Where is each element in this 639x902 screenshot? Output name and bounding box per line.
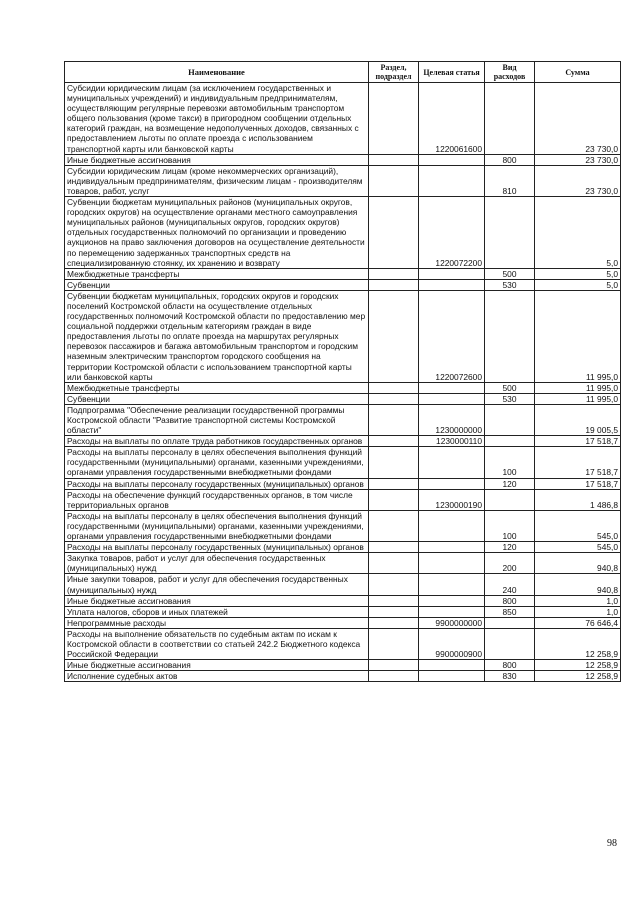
- table-row: [65, 478, 621, 489]
- table-row: [65, 197, 621, 269]
- cell-name: Расходы на обеспечение функций государственных органов, в том числе территориальных органов: [65, 489, 369, 510]
- cell-expense-type: 100: [485, 510, 535, 541]
- cell-target: 1220072200: [419, 197, 485, 269]
- cell-name: Непрограммные расходы: [65, 617, 369, 628]
- cell-target: [419, 606, 485, 617]
- table-row: [65, 489, 621, 510]
- cell-target: [419, 660, 485, 671]
- cell-section: [369, 393, 419, 404]
- cell-target: 1220072600: [419, 290, 485, 382]
- cell-target: 9900000000: [419, 617, 485, 628]
- page-number: 98: [607, 838, 617, 849]
- cell-expense-type: 120: [485, 542, 535, 553]
- cell-expense-type: [485, 628, 535, 659]
- table-body: [65, 83, 621, 682]
- cell-section: [369, 595, 419, 606]
- cell-target: 1220061600: [419, 83, 485, 155]
- cell-target: [419, 268, 485, 279]
- cell-expense-type: 500: [485, 382, 535, 393]
- cell-name: Иные бюджетные ассигнования: [65, 660, 369, 671]
- cell-section: [369, 617, 419, 628]
- cell-name: Межбюджетные трансферты: [65, 268, 369, 279]
- cell-section: [369, 489, 419, 510]
- table-row: [65, 290, 621, 382]
- cell-amount: 5,0: [535, 197, 621, 269]
- cell-target: [419, 165, 485, 196]
- table-row: [65, 436, 621, 447]
- cell-section: [369, 382, 419, 393]
- cell-name: Иные закупки товаров, работ и услуг для обеспечения государственных (муниципальных) нужд: [65, 574, 369, 595]
- cell-expense-type: [485, 404, 535, 435]
- table-row: [65, 154, 621, 165]
- cell-section: [369, 279, 419, 290]
- cell-name: Субвенции бюджетам муниципальных, городских округов и городских поселений Костромской области на осуществление отдельных государственных полномочий Костромской области по предоставлению мер социальной поддержки отдельным категориям граждан в виде предоставления льготы по оплате проезда на маршрутах регулярных перевозок пассажиров и багажа автомобильным транспортом и городским наземным электрическим транспортом городского сообщения на территории Костромской области с использованием транспортной карты или банковской карты: [65, 290, 369, 382]
- cell-name: Субвенции: [65, 279, 369, 290]
- cell-name: Субсидии юридическим лицам (кроме некоммерческих организаций), индивидуальным предпринимателям, физическим лицам - производителям товаров, работ, услуг: [65, 165, 369, 196]
- cell-name: Подпрограмма "Обеспечение реализации государственной программы Костромской области "Развитие транспортной системы Костромской области": [65, 404, 369, 435]
- cell-name: Уплата налогов, сборов и иных платежей: [65, 606, 369, 617]
- budget-table: [64, 61, 621, 682]
- cell-amount: 1,0: [535, 595, 621, 606]
- cell-section: [369, 404, 419, 435]
- cell-section: [369, 290, 419, 382]
- cell-name: Субсидии юридическим лицам (за исключением государственных и муниципальных учреждений) и индивидуальным предпринимателям, осуществляющим регулярные перевозки автомобильным транспортом общего пользования (кроме такси) в пригородном сообщении отдельных категорий граждан, на возмещение недополученных доходов, связанных с предоставлением льготы по оплате проезда с использованием транспортной карты или банковской карты: [65, 83, 369, 155]
- cell-amount: 12 258,9: [535, 660, 621, 671]
- table-row: [65, 606, 621, 617]
- cell-amount: 5,0: [535, 279, 621, 290]
- cell-amount: 940,8: [535, 553, 621, 574]
- cell-section: [369, 447, 419, 478]
- cell-expense-type: [485, 436, 535, 447]
- cell-target: [419, 574, 485, 595]
- cell-amount: 17 518,7: [535, 436, 621, 447]
- cell-expense-type: 800: [485, 154, 535, 165]
- table-row: [65, 165, 621, 196]
- cell-expense-type: 800: [485, 595, 535, 606]
- cell-amount: 11 995,0: [535, 382, 621, 393]
- cell-amount: 23 730,0: [535, 83, 621, 155]
- cell-name: Расходы на выплаты персоналу в целях обеспечения выполнения функций государственными (муниципальными) органами, казенными учреждениями, органами управления государственными внебюджетными фондами: [65, 510, 369, 541]
- cell-section: [369, 671, 419, 682]
- cell-amount: 17 518,7: [535, 478, 621, 489]
- cell-section: [369, 553, 419, 574]
- cell-section: [369, 436, 419, 447]
- cell-target: [419, 447, 485, 478]
- cell-expense-type: [485, 83, 535, 155]
- cell-name: Межбюджетные трансферты: [65, 382, 369, 393]
- cell-expense-type: 500: [485, 268, 535, 279]
- cell-amount: 12 258,9: [535, 628, 621, 659]
- cell-amount: 11 995,0: [535, 393, 621, 404]
- cell-target: [419, 542, 485, 553]
- cell-section: [369, 83, 419, 155]
- cell-amount: 940,8: [535, 574, 621, 595]
- cell-target: [419, 279, 485, 290]
- cell-section: [369, 628, 419, 659]
- table-row: [65, 542, 621, 553]
- cell-name: Исполнение судебных актов: [65, 671, 369, 682]
- cell-section: [369, 606, 419, 617]
- table-row: [65, 393, 621, 404]
- table-row: [65, 510, 621, 541]
- cell-expense-type: [485, 617, 535, 628]
- table-row: [65, 268, 621, 279]
- cell-name: Субвенции: [65, 393, 369, 404]
- table-row: [65, 83, 621, 155]
- cell-name: Закупка товаров, работ и услуг для обеспечения государственных (муниципальных) нужд: [65, 553, 369, 574]
- cell-amount: 23 730,0: [535, 154, 621, 165]
- cell-expense-type: 100: [485, 447, 535, 478]
- cell-target: 1230000000: [419, 404, 485, 435]
- cell-name: Расходы на выполнение обязательств по судебным актам по искам к Костромской области в соответствии со статьей 242.2 Бюджетного кодекса Российской Федерации: [65, 628, 369, 659]
- cell-section: [369, 478, 419, 489]
- cell-target: [419, 671, 485, 682]
- cell-name: Иные бюджетные ассигнования: [65, 595, 369, 606]
- cell-section: [369, 165, 419, 196]
- cell-section: [369, 510, 419, 541]
- cell-name: Расходы на выплаты персоналу государственных (муниципальных) органов: [65, 542, 369, 553]
- cell-expense-type: 830: [485, 671, 535, 682]
- cell-name: Иные бюджетные ассигнования: [65, 154, 369, 165]
- cell-section: [369, 574, 419, 595]
- cell-name: Расходы на выплаты персоналу в целях обеспечения выполнения функций государственными (муниципальными) органами, казенными учреждениями, органами управления государственными внебюджетными фондами: [65, 447, 369, 478]
- cell-target: [419, 393, 485, 404]
- cell-section: [369, 197, 419, 269]
- cell-target: [419, 382, 485, 393]
- header-name: Наименование: [65, 62, 369, 83]
- table-row: [65, 279, 621, 290]
- cell-amount: 17 518,7: [535, 447, 621, 478]
- cell-target: [419, 154, 485, 165]
- cell-amount: 545,0: [535, 510, 621, 541]
- cell-target: 1230000110: [419, 436, 485, 447]
- cell-section: [369, 154, 419, 165]
- cell-expense-type: 530: [485, 393, 535, 404]
- cell-section: [369, 268, 419, 279]
- cell-expense-type: 850: [485, 606, 535, 617]
- cell-expense-type: 800: [485, 660, 535, 671]
- cell-name: Расходы на выплаты по оплате труда работников государственных органов: [65, 436, 369, 447]
- table-row: [65, 671, 621, 682]
- cell-expense-type: 200: [485, 553, 535, 574]
- cell-name: Субвенции бюджетам муниципальных районов (муниципальных округов, городских округов) на осуществление органами местного самоуправления муниципальных районов (муниципальных округов, городских округов) отдельных государственных полномочий по организации и проведению аукционов на право заключения договоров на осуществление деятельности по перемещению задержанных транспортных средств на специализированную стоянку, их хранению и возврату: [65, 197, 369, 269]
- cell-expense-type: 810: [485, 165, 535, 196]
- cell-amount: 23 730,0: [535, 165, 621, 196]
- cell-amount: 1 486,8: [535, 489, 621, 510]
- cell-target: [419, 478, 485, 489]
- header-target: Целевая статья: [419, 62, 485, 83]
- header-amount: Сумма: [535, 62, 621, 83]
- cell-expense-type: [485, 489, 535, 510]
- table-row: [65, 447, 621, 478]
- table-row: [65, 574, 621, 595]
- cell-amount: 5,0: [535, 268, 621, 279]
- cell-target: 1230000190: [419, 489, 485, 510]
- cell-section: [369, 660, 419, 671]
- table-row: [65, 553, 621, 574]
- table-row: [65, 404, 621, 435]
- cell-expense-type: [485, 290, 535, 382]
- cell-expense-type: 530: [485, 279, 535, 290]
- cell-target: [419, 595, 485, 606]
- cell-amount: 545,0: [535, 542, 621, 553]
- cell-amount: 12 258,9: [535, 671, 621, 682]
- cell-expense-type: 120: [485, 478, 535, 489]
- cell-expense-type: 240: [485, 574, 535, 595]
- cell-target: 9900000900: [419, 628, 485, 659]
- cell-name: Расходы на выплаты персоналу государственных (муниципальных) органов: [65, 478, 369, 489]
- table-row: [65, 595, 621, 606]
- cell-amount: 76 646,4: [535, 617, 621, 628]
- table-row: [65, 382, 621, 393]
- cell-target: [419, 553, 485, 574]
- cell-expense-type: [485, 197, 535, 269]
- table-row: [65, 617, 621, 628]
- header-section: Раздел, подраздел: [369, 62, 419, 83]
- cell-amount: 1,0: [535, 606, 621, 617]
- table-header-row: [65, 62, 621, 83]
- cell-section: [369, 542, 419, 553]
- header-expense-type: Вид расходов: [485, 62, 535, 83]
- table-row: [65, 628, 621, 659]
- cell-amount: 11 995,0: [535, 290, 621, 382]
- table-row: [65, 660, 621, 671]
- cell-target: [419, 510, 485, 541]
- cell-amount: 19 005,5: [535, 404, 621, 435]
